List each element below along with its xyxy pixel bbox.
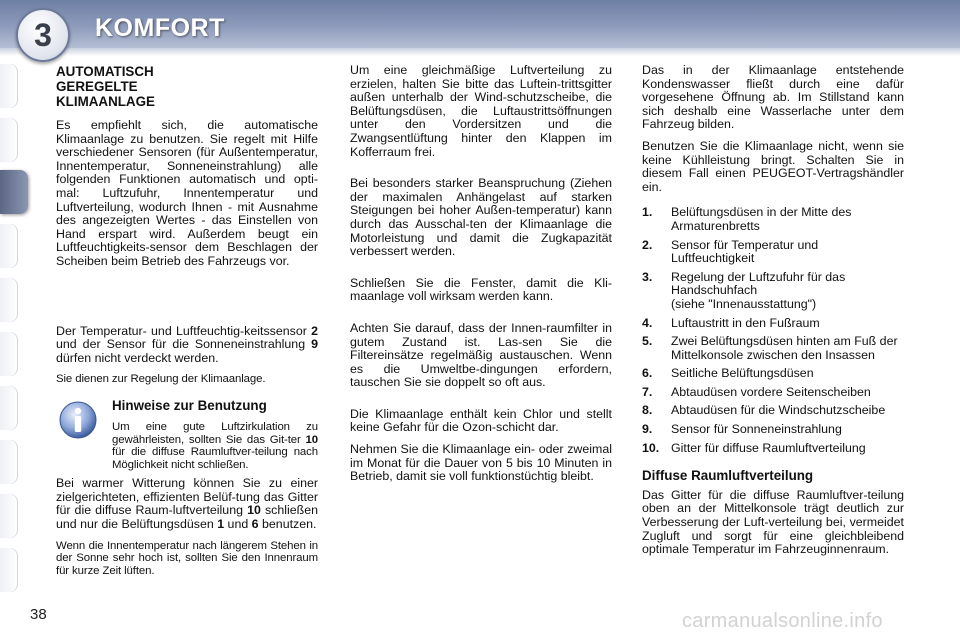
side-tab-8[interactable] xyxy=(0,440,18,484)
filter-paragraph: Achten Sie darauf, dass der Innen-raumfilter in gutem Zustand ist. Las-sen Sie die Filtereinsätze regelmäßig austauschen. Wenn es die Umweltbe-dingungen erfordern, tauschen Sie sie doppelt so oft aus. xyxy=(350,320,612,390)
list-item-number: 1. xyxy=(642,205,653,220)
side-tab-9[interactable] xyxy=(0,494,18,538)
sensor-note: Sie dienen zur Regelung der Klimaanlage. xyxy=(56,373,266,386)
list-item xyxy=(642,423,904,437)
list-item-number: 4. xyxy=(642,315,653,330)
list-item-number: 9. xyxy=(642,422,653,437)
list-item-text: Abtaudüsen vordere Seitenscheiben xyxy=(671,384,871,399)
side-tab-1[interactable] xyxy=(0,64,18,108)
info-icon xyxy=(58,400,98,440)
list-item-text: Sensor für Sonneneinstrahlung xyxy=(671,422,842,437)
section-title: AUTOMATISCH GEREGELTE KLIMAANLAGE xyxy=(56,64,155,109)
callout-number: 9 xyxy=(311,337,318,352)
chapter-title: KOMFORT xyxy=(95,14,225,42)
text-fragment: und xyxy=(224,517,252,532)
hint-paragraph-1-start xyxy=(112,421,318,471)
hint-box xyxy=(56,398,318,578)
subsection-title: Diffuse Raumluftverteilung xyxy=(642,468,814,484)
component-list xyxy=(642,206,904,455)
text-fragment: schließen und nur die Belüftungsdüsen xyxy=(56,503,318,532)
list-item-text: Sensor für Temperatur und Luftfeuchtigkeit xyxy=(671,237,819,266)
list-item xyxy=(642,404,904,418)
text-fragment: benutzen. xyxy=(258,517,317,532)
side-tab-7[interactable] xyxy=(0,386,18,430)
list-item-text: Regelung der Luftzufuhr für das Handschuhfach xyxy=(671,269,846,298)
no-cooling-paragraph: Benutzen Sie die Klimaanlage nicht, wenn sie keine Kühlleistung bringt. Schalten Sie in diesem Fall einen PEUGEOT-Vertragshändler ein. xyxy=(642,138,904,194)
list-item-text: Zwei Belüftungsdüsen hinten am Fuß der Mittelkonsole zwischen den Insassen xyxy=(671,334,898,362)
side-tab-10[interactable] xyxy=(0,548,18,592)
text-fragment: Um eine gute Luftzirkulation zu gewährleisten, sollten Sie das Git-ter xyxy=(112,420,318,446)
hint-title: Hinweise zur Benutzung xyxy=(112,397,267,413)
list-item-note: (siehe "Innenausstattung") xyxy=(671,296,817,311)
page-number: 38 xyxy=(30,606,47,623)
condensation-paragraph: Das in der Klimaanlage entstehende Kondenswasser fließt durch eine dafür vorgesehene Öffnung ab. Im Stillstand kann sich deshalb eine Wasserlache unter dem Fahrzeug bilden. xyxy=(642,63,904,132)
callout-number: 10 xyxy=(305,433,318,446)
column-left xyxy=(56,64,318,585)
callout-number: 1 xyxy=(217,517,225,532)
hint-paragraph-2 xyxy=(56,477,318,531)
callout-number: 10 xyxy=(247,503,261,518)
side-tab-4[interactable] xyxy=(0,224,18,268)
list-item-number: 3. xyxy=(642,269,653,284)
text-fragment: Der Temperatur- und Luftfeuchtig-keitssensor xyxy=(56,323,312,338)
side-tab-5[interactable] xyxy=(0,278,18,322)
watermark: carmanualsonline.info xyxy=(682,610,883,632)
list-item-number: 2. xyxy=(642,237,653,252)
column-middle xyxy=(350,64,612,492)
side-tab-2[interactable] xyxy=(0,118,18,162)
list-item-number: 5. xyxy=(642,334,653,349)
column-spacer xyxy=(56,277,318,325)
text-fragment: und der Sensor für die Sonneneinstrahlung xyxy=(56,337,312,352)
text-fragment: dürfen nicht verdeckt werden. xyxy=(56,350,219,365)
list-item xyxy=(642,335,904,362)
list-item-number: 10. xyxy=(642,440,660,455)
list-item xyxy=(642,367,904,381)
list-item xyxy=(642,442,904,456)
list-item xyxy=(642,206,904,233)
list-item-number: 6. xyxy=(642,366,653,381)
callout-number: 6 xyxy=(251,517,259,532)
column-right xyxy=(642,64,904,565)
text-fragment: Bei warmer Witterung können Sie zu einer zielgerichteten, effizienten Belüf-tung das Gitter für die diffuse Raum-luftverteilung xyxy=(56,476,318,518)
heavy-load-paragraph: Bei besonders starker Beanspruchung (Ziehen der maximalen Anhängelast auf starken Steigungen bei hoher Außen-temperatur) kann durch das Ausschal-ten der Klimaanlage die Motorleistung und damit die Zugkapazität verbessert werden. xyxy=(350,176,612,259)
intro-paragraph: Es empfiehlt sich, die automatische Klimaanlage zu benutzen. Sie regelt mit Hilfe verschiedener Sensoren (für Außentemperatur, Innentemperatur, Sonneneinstrahlung) alle folgenden Funktionen automatisch und opti-mal: Luftzufuhr, Innentemperatur und Luftverteilung, wodurch Ihnen - mit Ausnahme des angezeigten Wertes - das Einstellen von Hand erspart wird. Außerdem beugt ein Luftfeuchtigkeits-sensor dem Beschlagen der Scheiben beim Betrieb des Fahrzeugs vor. xyxy=(56,118,318,268)
list-item-text: Abtaudüsen für die Windschutzscheibe xyxy=(671,403,886,418)
list-item-number: 7. xyxy=(642,384,653,399)
list-item xyxy=(642,239,904,266)
list-item-text: Luftaustritt in den Fußraum xyxy=(671,315,820,330)
list-item-text: Belüftungsdüsen in der Mitte des Armaturenbretts xyxy=(671,205,852,233)
hint-paragraph-3: Wenn die Innentemperatur nach längerem Stehen in der Sonne sehr hoch ist, sollten Sie den Innenraum für kurze Zeit lüften. xyxy=(56,539,318,577)
chlorine-paragraph: Die Klimaanlage enthält kein Chlor und stellt keine Gefahr für die Ozon-schicht dar. xyxy=(350,406,612,435)
windows-paragraph: Schließen Sie die Fenster, damit die Kli-maanlage voll wirksam werden kann. xyxy=(350,275,612,304)
text-fragment: für die diffuse Raumluftver-teilung nach Möglichkeit nicht schließen. xyxy=(112,446,318,471)
chapter-number-badge: 3 xyxy=(16,8,70,62)
side-tab-6[interactable] xyxy=(0,332,18,376)
list-item xyxy=(642,386,904,400)
list-item-number: 8. xyxy=(642,403,653,418)
header-strip xyxy=(0,48,960,56)
list-item xyxy=(642,317,904,331)
list-item-text: Gitter für diffuse Raumluftverteilung xyxy=(671,440,866,455)
sensor-paragraph xyxy=(56,325,318,366)
list-item-text: Seitliche Belüftungsdüsen xyxy=(671,366,814,381)
list-item xyxy=(642,271,904,312)
monthly-use-paragraph: Nehmen Sie die Klimaanlage ein- oder zweimal im Monat für die Dauer von 5 bis 10 Minuten in Betrieb, damit sie voll funktionstüchtig bleibt. xyxy=(350,442,612,484)
side-tab-active[interactable] xyxy=(0,170,28,214)
diffuse-grille-paragraph: Das Gitter für die diffuse Raumluftver-teilung oben an der Mittelkonsole trägt deutlich zur Verbesserung der Luft-verteilung bei, vermeidet Zugluft und sorgt für eine gleichbleibend optimale Temperatur im Fahrzeuginnenraum. xyxy=(642,487,904,557)
air-distribution-paragraph: Um eine gleichmäßige Luftverteilung zu erzielen, halten Sie bitte das Luftein-trittsgitter außen unterhalb der Wind-schutzscheibe, die Belüftungsdüsen, die Luftaustrittsöffnungen unter den Vordersitzen und die Zwangsentlüftung hinter den Klappen im Kofferraum frei. xyxy=(350,63,612,159)
callout-number: 2 xyxy=(311,323,318,338)
